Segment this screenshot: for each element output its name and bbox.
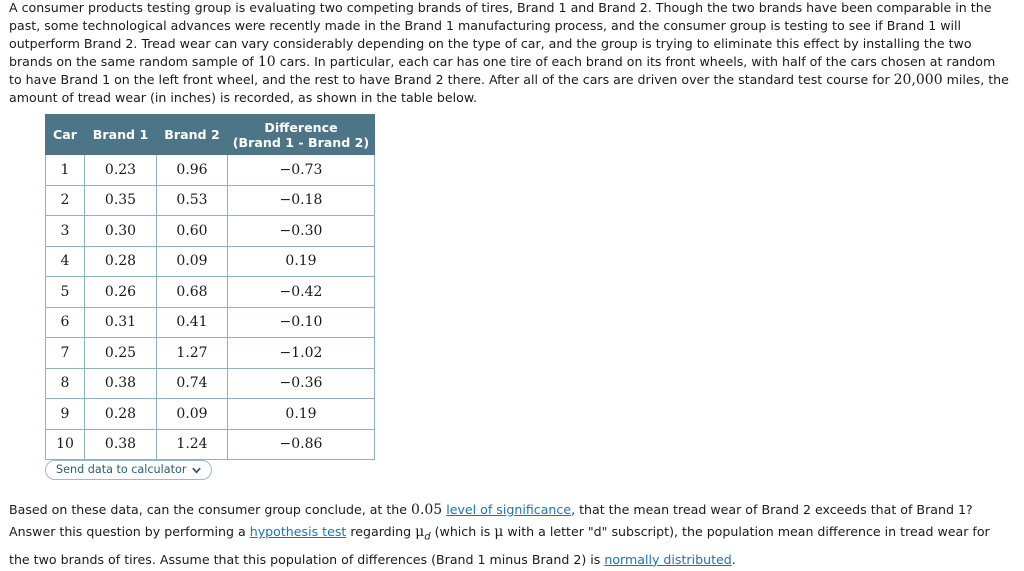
hypothesis-test-link[interactable]: hypothesis test [249, 524, 347, 539]
table-row [46, 155, 375, 186]
cell-brand2: 0.53 [157, 185, 228, 216]
alpha-value: 0.05 [411, 502, 443, 518]
mu-subscript: d [424, 531, 431, 543]
cell-car: 3 [46, 216, 85, 247]
cell-difference: 0.19 [228, 399, 375, 430]
table-row [46, 368, 375, 399]
cell-car: 8 [46, 368, 85, 399]
cell-brand1: 0.26 [85, 277, 157, 308]
cell-brand2: 1.27 [157, 338, 228, 369]
cell-car: 2 [46, 185, 85, 216]
cell-brand1: 0.38 [85, 368, 157, 399]
cell-difference: −0.42 [228, 277, 375, 308]
cell-brand2: 0.74 [157, 368, 228, 399]
chevron-down-icon [192, 466, 201, 475]
cell-brand1: 0.28 [85, 399, 157, 430]
table-row [46, 338, 375, 369]
header-difference-line1: Difference [264, 119, 338, 135]
mu-symbol-2: μ [494, 524, 504, 540]
header-difference [228, 115, 375, 155]
cell-brand2: 0.96 [157, 155, 228, 186]
cell-difference: −0.30 [228, 216, 375, 247]
table-row [46, 216, 375, 247]
question-text-3: regarding [346, 524, 416, 539]
header-car: Car [46, 115, 85, 155]
cell-difference: −0.36 [228, 368, 375, 399]
question-text-6: . [731, 551, 736, 567]
header-brand1: Brand 1 [85, 115, 157, 155]
cell-brand2: 0.09 [157, 399, 228, 430]
level-of-significance-link[interactable]: level of significance [446, 502, 572, 517]
miles-value: 20,000 [893, 72, 943, 88]
normally-distributed-link[interactable]: normally distributed [604, 551, 732, 567]
question-text [9, 499, 1009, 571]
cell-difference: −1.02 [228, 338, 375, 369]
question-text-1: Based on these data, can the consumer group conclude, at the [9, 502, 412, 517]
problem-intro [9, 0, 1009, 107]
cell-car: 5 [46, 277, 85, 308]
question-text-2: , that the mean tread wear of Brand 2 exceeds that of Brand 1? Answer this question by performing a [9, 502, 973, 539]
intro-text-3: miles, the amount of tread wear (in inches) is recorded, as shown in the table below. [9, 72, 1009, 105]
cell-brand1: 0.23 [85, 155, 157, 186]
intro-text-2: cars. In particular, each car has one tire of each brand on its front wheels, with half of the cars chosen at random to have Brand 1 on the left front wheel, and the rest to have Brand 2 there. After all of the cars are driven over the standard test course for [9, 54, 996, 87]
question-text-5: with a letter "d" subscript), the population mean difference in tread wear for the two brands of tires. Assume that this population of differences (Brand 1 minus Brand 2) is [9, 524, 990, 567]
header-difference-line2: (Brand 1 - Brand 2) [232, 134, 370, 150]
cell-car: 10 [46, 429, 85, 460]
cell-brand2: 0.09 [157, 246, 228, 277]
send-to-calculator-label: Send data to calculator [56, 463, 187, 476]
tread-wear-table [45, 114, 375, 460]
cell-brand1: 0.28 [85, 246, 157, 277]
cell-brand2: 1.24 [157, 429, 228, 460]
cell-difference: −0.18 [228, 185, 375, 216]
table-row [46, 399, 375, 430]
cell-car: 1 [46, 155, 85, 186]
mu-symbol: μ [415, 524, 425, 540]
cell-car: 9 [46, 399, 85, 430]
table-row [46, 307, 375, 338]
intro-text-1: A consumer products testing group is evaluating two competing brands of tires, Brand 1 and Brand 2. Though the two brands have been comparable in the past, some technological advances were recently made in the Brand 1 manufacturing process, and the consumer group is testing to see if Brand 1 will outperform Brand 2. Tread wear can vary considerably depending on the type of car, and the group is trying to eliminate this effect by installing the two brands on the same random sample of [9, 0, 992, 69]
cell-brand1: 0.31 [85, 307, 157, 338]
cell-difference: −0.86 [228, 429, 375, 460]
table-row [46, 185, 375, 216]
cell-brand1: 0.35 [85, 185, 157, 216]
cell-brand1: 0.38 [85, 429, 157, 460]
table-row [46, 246, 375, 277]
question-text-4: (which is [430, 524, 495, 539]
header-brand2: Brand 2 [157, 115, 228, 155]
cell-brand2: 0.60 [157, 216, 228, 247]
cell-brand1: 0.25 [85, 338, 157, 369]
cell-difference: 0.19 [228, 246, 375, 277]
send-to-calculator-button[interactable] [45, 460, 212, 480]
table-row [46, 277, 375, 308]
cell-car: 4 [46, 246, 85, 277]
cell-car: 7 [46, 338, 85, 369]
cell-difference: −0.10 [228, 307, 375, 338]
cell-brand2: 0.68 [157, 277, 228, 308]
table-row [46, 429, 375, 460]
sample-size: 10 [257, 54, 276, 70]
cell-brand2: 0.41 [157, 307, 228, 338]
table-header-row [46, 115, 375, 155]
cell-difference: −0.73 [228, 155, 375, 186]
cell-brand1: 0.30 [85, 216, 157, 247]
cell-car: 6 [46, 307, 85, 338]
